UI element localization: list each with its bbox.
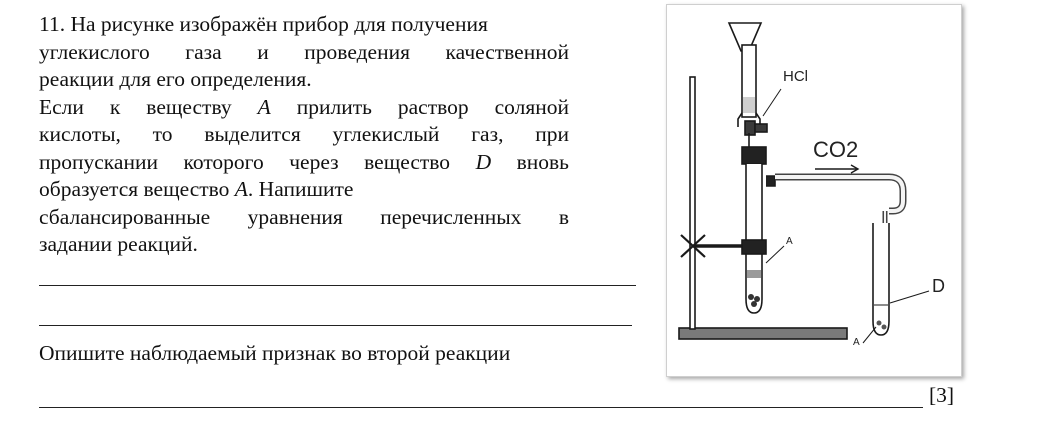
question-line: Если к веществу A прилить раствор соляной xyxy=(39,94,569,119)
reaction-tube xyxy=(746,164,762,313)
marks-label: [3] xyxy=(929,383,955,407)
flask-clamp-band xyxy=(742,240,766,254)
hcl-liquid xyxy=(743,97,755,113)
hcl-pointer xyxy=(763,89,781,116)
question-line: образуется вещество A. Напишите xyxy=(39,177,354,201)
question-line: кислоты, то выделится углекислый газ, при xyxy=(39,122,569,146)
apparatus-figure xyxy=(666,4,962,377)
flask-stopper xyxy=(742,147,766,164)
gas-tube xyxy=(775,177,903,211)
label-d: D xyxy=(932,276,945,296)
a-tube-pointer xyxy=(863,327,876,343)
substance-a-layer xyxy=(747,270,761,278)
test-tube-d xyxy=(873,223,889,335)
stopcock-body xyxy=(745,121,755,135)
observation-prompt: Опишите наблюдаемый признак во второй реакции xyxy=(39,341,511,365)
question-line: задании реакций. xyxy=(39,232,198,256)
label-co2: CO2 xyxy=(813,137,859,162)
question-text xyxy=(39,11,569,259)
question-line: углекислого газа и проведения качественной xyxy=(39,39,569,64)
d-pointer xyxy=(890,291,929,303)
question-line: 11. На рисунке изображён прибор для получения xyxy=(39,12,488,36)
substance-a-var: A xyxy=(234,177,248,201)
stopcock-handle xyxy=(755,124,767,132)
answer-line-1[interactable] xyxy=(39,285,636,286)
stand-base xyxy=(679,328,847,339)
question-line: реакции для его определения. xyxy=(39,67,312,91)
substance-a-var: A xyxy=(257,94,271,119)
answer-line-3[interactable] xyxy=(39,407,923,408)
answer-line-2[interactable] xyxy=(39,325,632,326)
stand-rod xyxy=(690,77,695,329)
label-a-flask: A xyxy=(786,236,793,247)
question-line: сбалансированные уравнения перечисленных в xyxy=(39,204,569,229)
question-number: 11. xyxy=(39,12,66,36)
label-a-tube: A xyxy=(853,337,860,348)
label-hcl: HCl xyxy=(783,68,808,85)
apparatus-diagram xyxy=(667,5,961,376)
question-line: пропускании которого через вещество D вновь xyxy=(39,149,569,174)
a-flask-pointer xyxy=(766,246,784,263)
substance-d-var: D xyxy=(475,149,492,174)
